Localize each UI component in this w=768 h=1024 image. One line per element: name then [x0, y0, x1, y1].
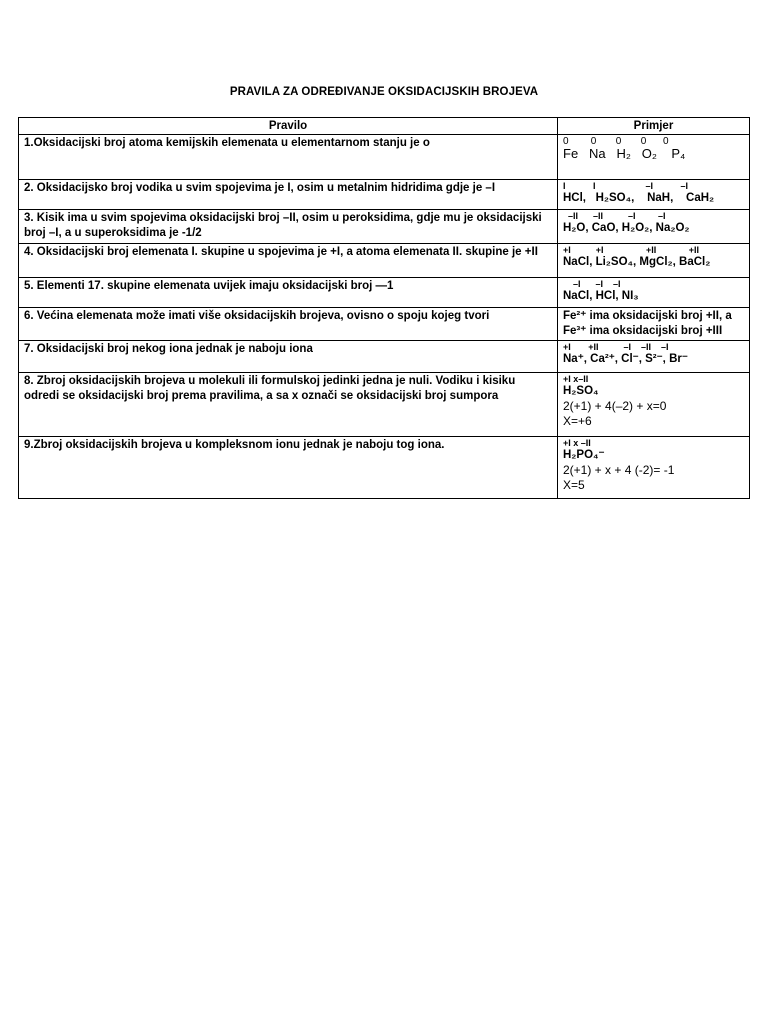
- rule-text: 8. Zbroj oksidacijskih brojeva u molekuli ili formulskoj jedinki jedna je nuli. Vodiku i kisiku odredi se oksidacijski broj prema pravilima, a sa x označi se oksidacijski broj sumpora: [19, 373, 558, 437]
- example-line-2: Fe³⁺ ima oksidacijski broj +III: [563, 325, 723, 337]
- rule-text: 2. Oksidacijsko broj vodika u svim spojevima je I, osim u metalnim hidridima gdje je –I: [19, 180, 558, 210]
- table-row: [19, 210, 750, 244]
- rule-text: 1.Oksidacijski broj atoma kemijskih elemenata u elementarnom stanju je o: [19, 135, 558, 180]
- example-formula: H₂SO₄: [563, 385, 599, 397]
- oxidation-numbers: +I x–II: [563, 374, 589, 384]
- example-cell: [558, 373, 750, 437]
- oxidation-numbers: +I x –II: [563, 438, 591, 448]
- example-cell: [558, 278, 750, 308]
- rule-text: 9.Zbroj oksidacijskih brojeva u kompleksnom ionu jednak je naboju tog iona.: [19, 437, 558, 499]
- table-row: [19, 308, 750, 341]
- example-result: X=5: [563, 478, 585, 492]
- oxidation-numbers: I I –I –I: [563, 181, 689, 191]
- table-row: [19, 244, 750, 278]
- example-cell: [558, 135, 750, 180]
- example-cell: [558, 244, 750, 278]
- oxidation-numbers: –I –I –I: [563, 279, 621, 289]
- rule-text: 4. Oksidacijski broj elemenata I. skupine u spojevima je +I, a atoma elemenata II. skupine je +II: [19, 244, 558, 278]
- example-cell: [558, 180, 750, 210]
- example-cell: [558, 437, 750, 499]
- example-formula: Fe Na H₂ O₂ P₄: [563, 146, 686, 161]
- example-formula: Na⁺, Ca²⁺, Cl⁻, S²⁻, Br⁻: [563, 353, 688, 365]
- table-row: [19, 437, 750, 499]
- rule-text: 7. Oksidacijski broj nekog iona jednak je naboju iona: [19, 341, 558, 373]
- table-row: [19, 278, 750, 308]
- example-equation: 2(+1) + 4(–2) + x=0: [563, 399, 667, 413]
- example-formula: H₂PO₄⁻: [563, 449, 605, 461]
- table-row: [19, 373, 750, 437]
- oxidation-numbers: 0 0 0 0 0: [563, 136, 669, 147]
- example-formula: H₂O, CaO, H₂O₂, Na₂O₂: [563, 222, 690, 234]
- example-cell: [558, 308, 750, 341]
- example-equation: 2(+1) + x + 4 (-2)= -1: [563, 463, 675, 477]
- oxidation-numbers: –II –II –I –I: [563, 211, 666, 221]
- oxidation-numbers: +I +I +II +II: [563, 245, 700, 255]
- table-row: [19, 180, 750, 210]
- page-title: PRAVILA ZA ODREĐIVANJE OKSIDACIJSKIH BROJEVA: [229, 86, 539, 98]
- table-header-row: [19, 118, 750, 135]
- rule-text: 3. Kisik ima u svim spojevima oksidacijski broj –II, osim u peroksidima, gdje mu je oksidacijski broj –I, a u superoksidima je -1/2: [19, 210, 558, 244]
- example-line-1: Fe²⁺ ima oksidacijski broj +II, a: [563, 310, 732, 322]
- example-result: X=+6: [563, 414, 592, 428]
- header-example: Primjer: [558, 118, 750, 135]
- table-row: [19, 341, 750, 373]
- example-formula: NaCl, HCl, NI₃: [563, 290, 639, 302]
- example-formula: HCl, H₂SO₄, NaH, CaH₂: [563, 192, 715, 204]
- header-rule: Pravilo: [19, 118, 558, 135]
- oxidation-numbers: +I +II –I –II –I: [563, 342, 669, 352]
- example-formula: NaCl, Li₂SO₄, MgCl₂, BaCl₂: [563, 256, 711, 268]
- example-cell: [558, 210, 750, 244]
- rule-text: 5. Elementi 17. skupine elemenata uvijek imaju oksidacijski broj —1: [19, 278, 558, 308]
- rule-text: 6. Većina elemenata može imati više oksidacijskih brojeva, ovisno o spoju kojeg tvori: [19, 308, 558, 341]
- rules-table: [18, 117, 750, 499]
- table-row: [19, 135, 750, 180]
- example-cell: [558, 341, 750, 373]
